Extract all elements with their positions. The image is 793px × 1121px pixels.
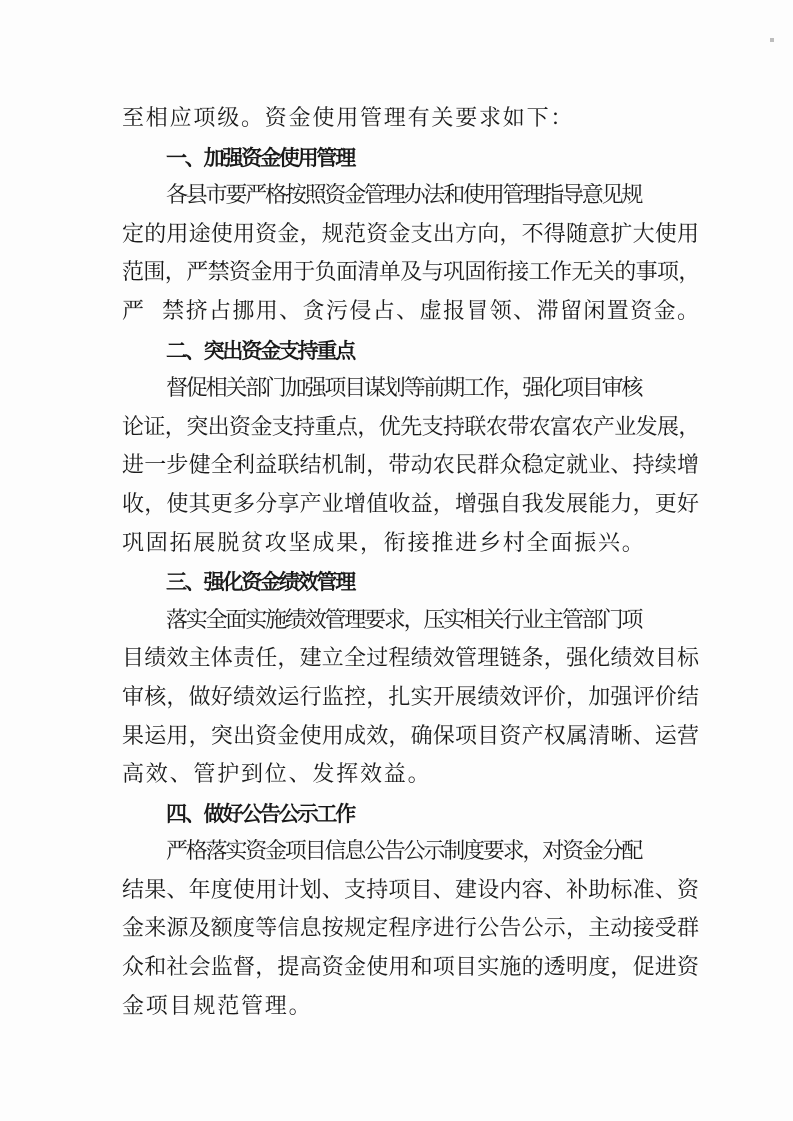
text-line: 高效、管护到位、发挥效益。: [122, 762, 432, 788]
scan-speck: [770, 38, 774, 42]
text-line: 进一步健全利益联结机制，带动农民群众稳定就业、持续增: [122, 453, 700, 479]
text-line: 论证，突出资金支持重点，优先支持联农带农富农产业发展，: [122, 414, 700, 440]
text-line: 结果、年度使用计划、支持项目、建设内容、补助标准、资: [122, 877, 700, 903]
text-line: 各县市要严格按照资金管理办法和使用管理指导意见规: [166, 183, 642, 209]
text-line: 审核，做好绩效运行监控，扎实开展绩效评价，加强评价结: [122, 684, 700, 710]
text-line: 金项目规范管理。: [122, 993, 313, 1019]
section-heading-2: 二、突出资金支持重点: [166, 338, 354, 363]
text-line: 至相应项级。资金使用管理有关要求如下：: [122, 106, 575, 131]
text-line: 督促相关部门加强项目谋划等前期工作，强化项目审核: [166, 376, 642, 402]
text-line: 范围，严禁资金用于负面清单及与巩固衔接工作无关的事项，: [122, 260, 700, 286]
document-body: [122, 100, 702, 1026]
text-line: 众和社会监督，提高资金使用和项目实施的透明度，促进资: [122, 955, 700, 981]
text-line: 巩固拓展脱贫攻坚成果，衔接推进乡村全面振兴。: [122, 530, 646, 556]
text-line: 严格落实资金项目信息公告公示制度要求，对资金分配: [166, 839, 642, 865]
text-line: 果运用，突出资金使用成效，确保项目资产权属清晰、运营: [122, 723, 700, 749]
text-line: 落实全面实施绩效管理要求，压实相关行业主管部门项: [166, 607, 642, 633]
section-heading-3: 三、强化资金绩效管理: [166, 570, 354, 595]
text-line: 金来源及额度等信息按规定程序进行公告公示，主动接受群: [122, 916, 700, 942]
text-line: 收，使其更多分享产业增值收益，增强自我发展能力，更好: [122, 491, 700, 517]
section-heading-1: 一、加强资金使用管理: [166, 145, 354, 170]
text-line: 定的用途使用资金，规范资金支出方向，不得随意扩大使用: [122, 221, 700, 247]
text-line: 目绩效主体责任，建立全过程绩效管理链条，强化绩效目标: [122, 646, 700, 672]
section-heading-4: 四、做好公告公示工作: [166, 801, 354, 826]
text-line: 严 禁挤占挪用、贪污侵占、虚报冒领、滞留闲置资金。: [122, 298, 701, 324]
